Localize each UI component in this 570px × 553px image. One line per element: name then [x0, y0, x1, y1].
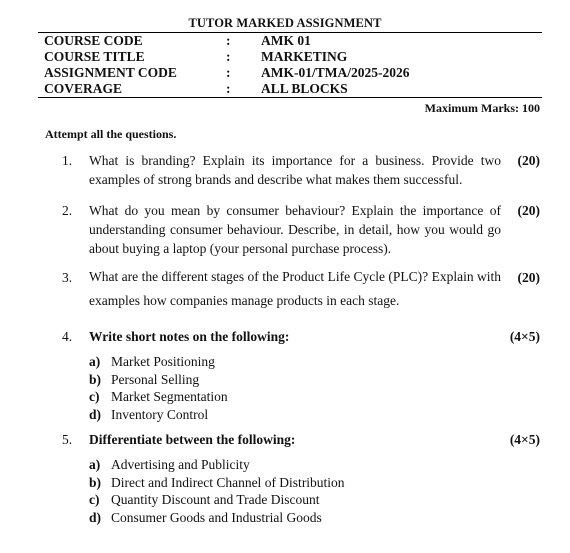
course-code-row: [38, 33, 542, 49]
course-title-label: COURSE TITLE: [44, 49, 145, 64]
question-text: What are the different stages of the Product Life Cycle (PLC)? Explain with examples how companies manage products in each stage.: [89, 269, 501, 308]
question-number: 2.: [62, 203, 73, 218]
assignment-code-label: ASSIGNMENT CODE: [44, 65, 177, 80]
document-title: TUTOR MARKED ASSIGNMENT: [188, 16, 382, 30]
list-item-label: a): [89, 457, 101, 472]
list-item-label: d): [89, 509, 102, 525]
question-text: What do you mean by consumer behaviour? Explain the importance of understanding consumer behaviour. Describe, in detail, how you would go about buying a laptop (your personal purchase process).: [89, 203, 501, 256]
list-item: [89, 491, 345, 509]
list-item-text: Advertising and Publicity: [111, 457, 250, 472]
assignment-code-value: AMK-01/TMA/2025-2026: [261, 65, 410, 80]
list-item-label: c): [89, 492, 100, 507]
assignment-code-row: [38, 65, 542, 81]
instructions: Attempt all the questions.: [45, 127, 177, 141]
list-item-text: Market Segmentation: [111, 389, 228, 404]
question-number: 5.: [62, 432, 73, 447]
course-code-separator: :: [226, 33, 231, 48]
maximum-marks: Maximum Marks: 100: [424, 101, 540, 115]
list-item-label: a): [89, 354, 101, 369]
list-item: [89, 353, 228, 371]
coverage-row: [38, 81, 542, 97]
coverage-separator: :: [226, 81, 231, 96]
question-number: 1.: [62, 153, 73, 168]
course-info-table: [38, 32, 542, 98]
list-item-text: Consumer Goods and Industrial Goods: [111, 509, 322, 525]
list-item-text: Inventory Control: [111, 406, 209, 422]
list-item: [89, 474, 345, 492]
question-marks: (20): [517, 203, 540, 218]
list-item-label: d): [89, 406, 102, 422]
question-text: Write short notes on the following:: [89, 329, 290, 344]
list-item-label: b): [89, 474, 102, 490]
question-marks: (4×5): [509, 329, 540, 344]
question-marks: (4×5): [509, 432, 540, 447]
list-item: [89, 406, 228, 424]
question-number: 3.: [62, 270, 73, 285]
question-5-subitems: [89, 456, 345, 526]
question-text: What is branding? Explain its importance for a business. Provide two examples of strong brands and describe what makes them successful.: [89, 153, 501, 187]
list-item-label: b): [89, 371, 102, 387]
question-marks: (20): [517, 153, 540, 168]
assignment-code-separator: :: [226, 65, 231, 80]
list-item: [89, 456, 345, 474]
course-code-value: AMK 01: [261, 33, 311, 48]
coverage-value: ALL BLOCKS: [261, 81, 348, 96]
course-title-value: MARKETING: [261, 49, 348, 64]
list-item-text: Market Positioning: [111, 354, 215, 369]
course-title-separator: :: [226, 49, 231, 64]
question-number: 4.: [62, 329, 73, 344]
list-item-text: Direct and Indirect Channel of Distribution: [111, 474, 345, 490]
list-item-text: Quantity Discount and Trade Discount: [111, 492, 320, 507]
question-4-subitems: [89, 353, 228, 423]
course-title-row: [38, 49, 542, 65]
list-item: [89, 388, 228, 406]
list-item-text: Personal Selling: [111, 371, 200, 387]
coverage-label: COVERAGE: [44, 81, 123, 96]
question-marks: (20): [517, 270, 540, 285]
course-code-label: COURSE CODE: [44, 33, 143, 48]
question-text: Differentiate between the following:: [89, 432, 296, 447]
list-item-label: c): [89, 389, 100, 404]
list-item: [89, 371, 228, 389]
list-item: [89, 509, 345, 527]
